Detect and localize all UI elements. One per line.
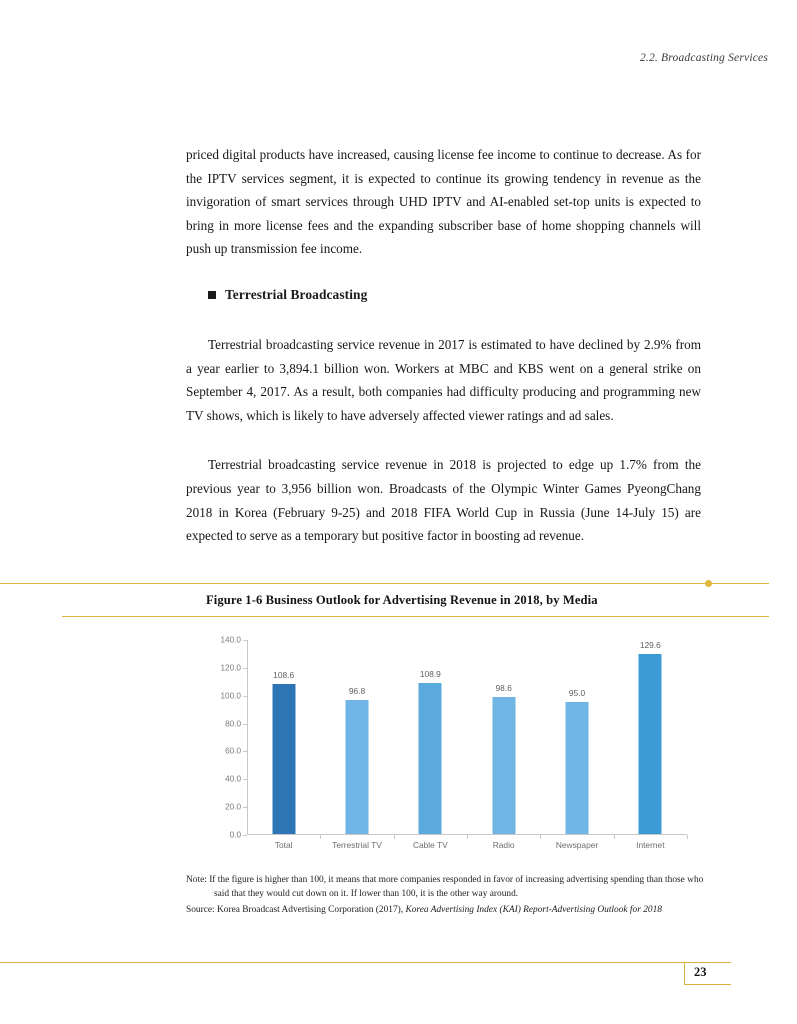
- note-label: Note:: [186, 875, 207, 885]
- x-axis-tick-label: Radio: [492, 840, 515, 850]
- y-axis-tick: [243, 640, 247, 641]
- paragraph-3: Terrestrial broadcasting service revenue in 2018 is projected to edge up 1.7% from the previous year to 3,956 billion won. Broadcasts of the Olympic Winter Games PyeongChang 2018 in Korea (February 9-25) and 2018 FIFA World Cup in Russia (June 14-July 15) are expected to serve as a temporary but positive factor in boosting ad revenue.: [186, 457, 701, 544]
- bar-value-label: 129.6: [639, 640, 661, 651]
- y-axis-tick: [243, 807, 247, 808]
- source-title-italic: Korea Advertising Index (KAI) Report-Advertising Outlook for 2018: [405, 905, 662, 916]
- bar-slot: [467, 640, 540, 834]
- footer-rule: [0, 962, 731, 963]
- note-line-1: [186, 874, 706, 888]
- paragraph-1: priced digital products have increased, causing license fee income to continue to decrease. As for the IPTV services segment, it is expected to continue its growing tendency in revenue as the invigoration of smart services through UHD IPTV and AI-enabled set-top units is expected to bring in more license fees and the expanding subscriber base of home shopping channels will push up transmission fee income.: [186, 147, 701, 257]
- y-axis-labels: [207, 635, 241, 840]
- source-label: Source:: [186, 905, 215, 916]
- y-axis-tick-label: 0.0: [229, 830, 241, 840]
- rule-dot-icon: [705, 580, 712, 587]
- x-axis-tick-label: Internet: [636, 840, 665, 850]
- page-number-box: [684, 962, 731, 985]
- paragraph-2: Terrestrial broadcasting service revenue in 2017 is estimated to have declined by 2.9% from a year earlier to 3,894.1 billion won. Workers at MBC and KBS went on a general strike on September 4, 2017. As a result, both companies had difficulty producing and programming new TV shows, which is likely to have adversely affected viewer ratings and ad sales.: [186, 336, 701, 423]
- note-text-1: If the figure is higher than 100, it means that more companies responded in favor of increasing advertising spending than those who: [209, 875, 704, 885]
- bar-value-label: 108.9: [419, 669, 441, 680]
- y-axis-tick: [243, 751, 247, 752]
- page-number: 23: [694, 965, 707, 979]
- x-axis-tick: [540, 835, 541, 839]
- y-axis-tick-label: 40.0: [225, 774, 241, 784]
- source-line: [186, 904, 706, 918]
- plot-area: [247, 640, 687, 835]
- y-axis-tick-label: 100.0: [220, 691, 241, 701]
- bar-slot: [614, 640, 687, 834]
- y-axis-tick: [243, 668, 247, 669]
- y-axis-tick-label: 20.0: [225, 802, 241, 812]
- x-axis-tick: [320, 835, 321, 839]
- bar-value-label: 98.6: [495, 683, 512, 694]
- y-axis-tick: [243, 724, 247, 725]
- x-axis-tick-label: Total: [274, 840, 293, 850]
- figure-notes: [186, 874, 706, 918]
- spacer: [186, 427, 701, 453]
- spacer: [186, 303, 701, 333]
- y-axis-tick-label: 80.0: [225, 719, 241, 729]
- running-header: 2.2. Broadcasting Services: [639, 52, 768, 64]
- body-column: [186, 143, 701, 548]
- bar: [639, 654, 662, 834]
- bar-slot: [320, 640, 393, 834]
- x-axis-tick: [614, 835, 615, 839]
- section-heading-label: Terrestrial Broadcasting: [225, 286, 368, 302]
- note-line-2: said that they would cut down on it. If lower than 100, it is the other way around.: [214, 888, 519, 899]
- figure-caption: Figure 1-6 Business Outlook for Advertising Revenue in 2018, by Media: [206, 593, 598, 607]
- square-bullet-icon: [208, 291, 216, 299]
- section-heading: [208, 287, 701, 303]
- x-axis-tick: [394, 835, 395, 839]
- bar: [492, 697, 515, 834]
- bar-slot: [247, 640, 320, 834]
- bar-chart: [207, 635, 687, 855]
- y-axis-tick-label: 140.0: [220, 635, 241, 645]
- bar-value-label: 96.8: [348, 685, 366, 696]
- bar: [419, 683, 442, 834]
- bar: [565, 702, 588, 834]
- figure-rule-top: [0, 583, 769, 584]
- y-axis-tick: [243, 696, 247, 697]
- x-axis-tick: [687, 835, 688, 839]
- bar-slot: [540, 640, 613, 834]
- bar: [345, 700, 368, 834]
- bar-value-label: 108.6: [273, 669, 295, 680]
- spacer: [186, 261, 701, 287]
- x-axis-tick: [467, 835, 468, 839]
- y-axis-tick: [243, 835, 247, 836]
- source-text: Korea Broadcast Advertising Corporation (2017),: [216, 905, 404, 916]
- x-axis-tick-label: Cable TV: [412, 840, 448, 850]
- x-axis-tick-label: Newspaper: [555, 840, 599, 850]
- bar-series: [247, 640, 687, 834]
- y-axis-tick: [243, 779, 247, 780]
- x-axis-tick-label: Terrestrial TV: [332, 840, 382, 850]
- figure-block: [0, 583, 797, 617]
- bar: [272, 684, 295, 834]
- bar-slot: [394, 640, 467, 834]
- figure-rule-bottom: [62, 616, 769, 617]
- bar-value-label: 95.0: [568, 688, 586, 699]
- y-axis-tick-label: 120.0: [220, 663, 241, 673]
- x-axis-labels: [247, 840, 687, 856]
- y-axis-tick-label: 60.0: [225, 746, 241, 756]
- page-footer: [0, 962, 797, 992]
